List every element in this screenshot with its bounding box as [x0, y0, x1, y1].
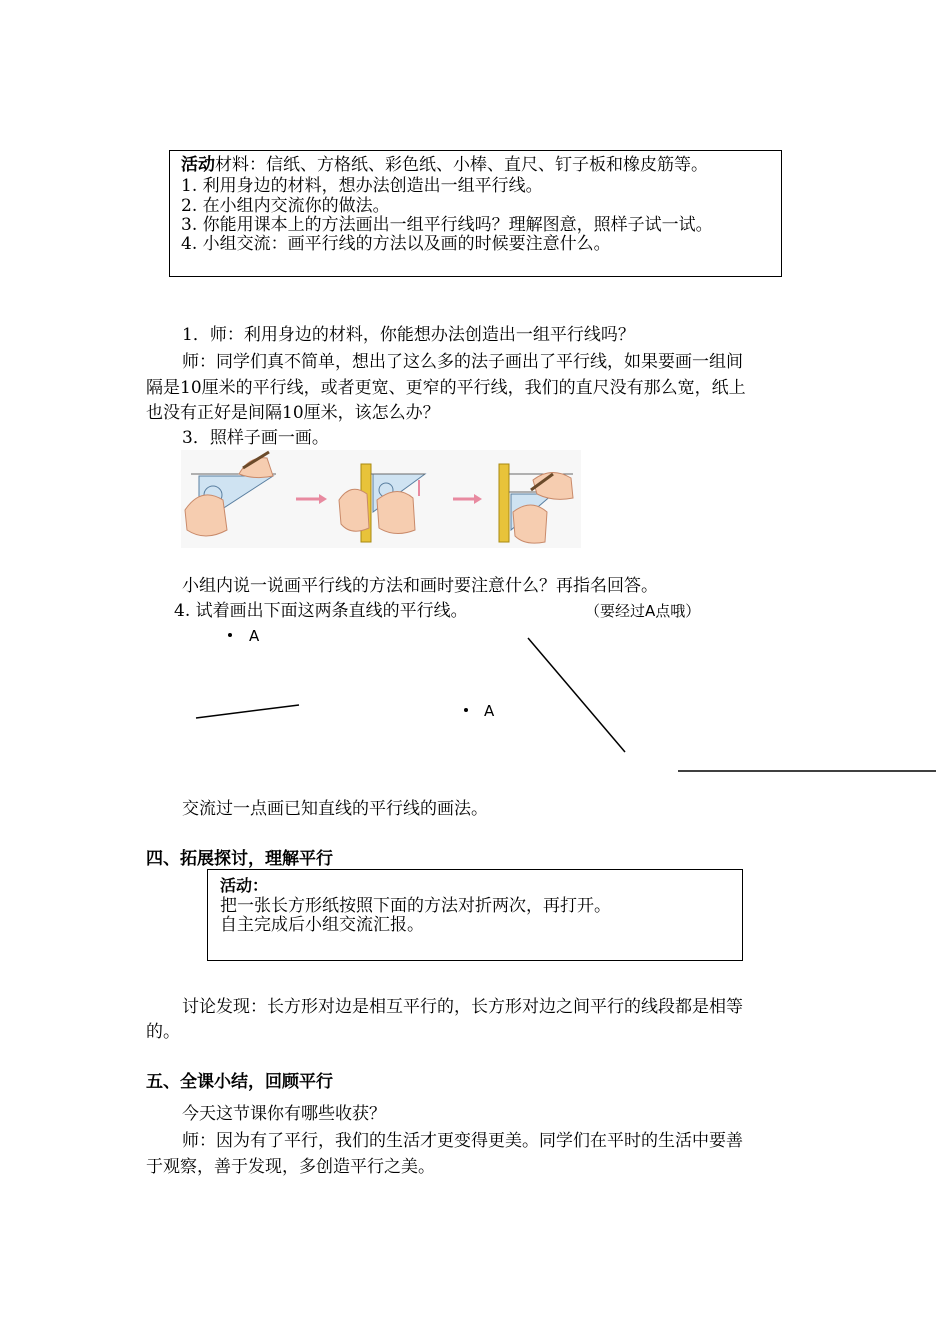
paragraph: 的。	[146, 1022, 180, 1042]
paragraph: 隔是10厘米的平行线，或者更宽、更窄的平行线，我们的直尺没有那么宽，纸上	[146, 378, 746, 398]
paragraph: 也没有正好是间隔10厘米，该怎么办？	[146, 403, 440, 423]
activity-item: 1. 利用身边的材料，想办法创造出一组平行线。	[181, 176, 543, 196]
paragraph: 师：同学们真不简单，想出了这么多的法子画出了平行线，如果要画一组间	[182, 352, 743, 372]
paragraph: 交流过一点画已知直线的平行线的画法。	[182, 799, 488, 819]
paragraph: 今天这节课你有哪些收获？	[182, 1104, 386, 1124]
illustration-drawing-parallel-lines	[181, 450, 581, 548]
exercise-note: （要经过A点哦）	[585, 602, 701, 620]
given-line	[196, 705, 299, 718]
point-label: A	[484, 702, 495, 720]
activity-title: 活动：	[220, 876, 269, 895]
point-marker	[464, 708, 468, 712]
paragraph: 讨论发现：长方形对边是相互平行的，长方形对边之间平行的线段都是相等	[182, 997, 743, 1017]
paragraph: 小组内说一说画平行线的方法和画时要注意什么？再指名回答。	[182, 576, 658, 596]
activity-item: 4. 小组交流：画平行线的方法以及画的时候要注意什么。	[181, 234, 611, 254]
activity-item: 3. 你能用课本上的方法画出一组平行线吗？理解图意，照样子试一试。	[181, 215, 713, 235]
section-heading: 四、拓展探讨，理解平行	[146, 849, 333, 869]
paragraph: 3．照样子画一画。	[182, 428, 329, 448]
paragraph: 于观察，善于发现，多创造平行之美。	[146, 1157, 435, 1177]
hand-icon	[513, 505, 547, 543]
activity-title: 活动材料：信纸、方格纸、彩色纸、小棒、直尺、钉子板和橡皮筋等。	[181, 155, 708, 175]
paragraph: 1．师：利用身边的材料，你能想办法创造出一组平行线吗？	[182, 325, 635, 345]
given-line	[528, 638, 625, 752]
activity-item: 把一张长方形纸按照下面的方法对折两次，再打开。	[220, 896, 611, 916]
ruler-icon	[499, 464, 509, 542]
exercise-prompt: 4. 试着画出下面这两条直线的平行线。	[174, 601, 468, 621]
hand-icon	[185, 495, 227, 536]
point-label: A	[249, 627, 260, 645]
paragraph: 师：因为有了平行，我们的生活才更变得更美。同学们在平时的生活中要善	[182, 1131, 743, 1151]
point-marker	[228, 633, 232, 637]
hand-icon	[377, 491, 415, 533]
activity-item: 2. 在小组内交流你的做法。	[181, 196, 390, 216]
activity-item: 自主完成后小组交流汇报。	[220, 915, 424, 935]
section-heading: 五、全课小结，回顾平行	[146, 1072, 333, 1092]
hand-icon	[339, 489, 369, 531]
